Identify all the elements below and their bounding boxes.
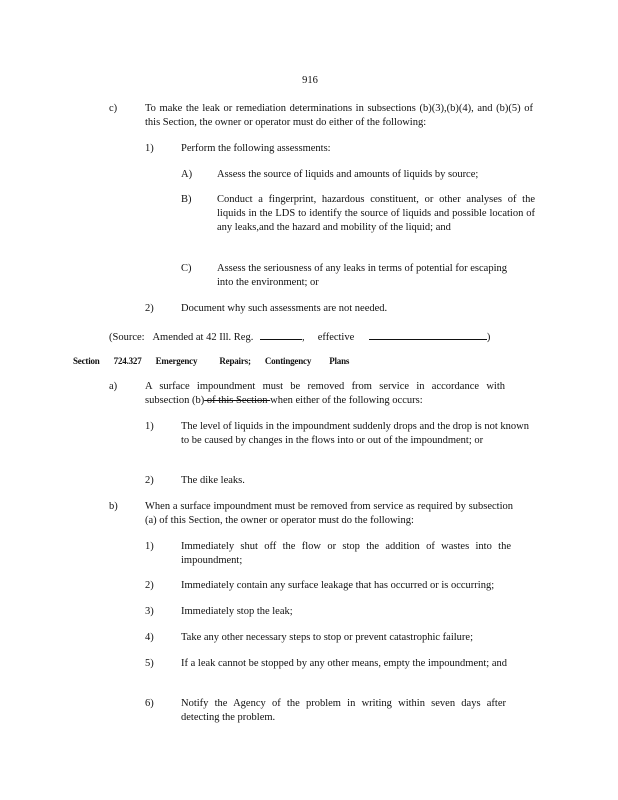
b5-text: If a leak cannot be stopped by any other means, empty the impoundment; and xyxy=(181,658,507,669)
a-text-after: when either of the following occurs: xyxy=(270,395,423,406)
b1-text: Immediately shut off the flow or stop the addition of wastes into the impoundment; xyxy=(181,541,511,566)
date-blank xyxy=(260,328,302,340)
a2-label: 2) xyxy=(145,475,154,486)
source-close: ) xyxy=(486,332,491,343)
subsection-b-label: b) xyxy=(109,501,118,512)
struck-text: of this Section xyxy=(204,395,271,406)
source-note xyxy=(109,328,490,345)
c1C-label: C) xyxy=(181,263,192,274)
section-title-word: Plans xyxy=(329,356,350,366)
c1-text: Perform the following assessments: xyxy=(181,143,331,154)
b6-text: Notify the Agency of the problem in writing within seven days after detecting the problem. xyxy=(181,698,506,723)
c1B-label: B) xyxy=(181,194,192,205)
b6-label: 6) xyxy=(145,698,154,709)
section-number: 724.327 xyxy=(113,356,142,366)
subsection-a-text xyxy=(145,380,505,408)
c1B-text: Conduct a fingerprint, hazardous constituent, or other analyses of the liquids in the LDS to identify the source of liquids and possible location of any leaks,and the hazard and mobility of the liquid; and xyxy=(217,194,535,233)
c1C-text: Assess the seriousness of any leaks in terms of potential for escaping into the environment; or xyxy=(217,263,507,288)
b4-text: Take any other necessary steps to stop or prevent catastrophic failure; xyxy=(181,632,473,643)
b2-label: 2) xyxy=(145,580,154,591)
b1-label: 1) xyxy=(145,541,154,552)
subsection-c-label: c) xyxy=(109,103,118,114)
a2-text: The dike leaks. xyxy=(181,475,245,486)
a1-label: 1) xyxy=(145,421,154,432)
source-prefix: (Source: xyxy=(109,332,145,343)
b3-text: Immediately stop the leak; xyxy=(181,606,293,617)
c2-text: Document why such assessments are not needed. xyxy=(181,303,388,314)
b4-label: 4) xyxy=(145,632,154,643)
c1-label: 1) xyxy=(145,143,154,154)
effective-date-blank xyxy=(369,328,487,340)
section-label: Section xyxy=(73,356,100,366)
section-title-word: Contingency xyxy=(264,356,312,366)
subsection-a-label: a) xyxy=(109,381,118,392)
section-heading xyxy=(73,354,349,368)
source-effective: effective xyxy=(317,332,355,343)
a1-text: The level of liquids in the impoundment suddenly drops and the drop is not known to be caused by changes in the flows into or out of the impoundment; or xyxy=(181,421,529,446)
c1A-text: Assess the source of liquids and amounts of liquids by source; xyxy=(217,169,479,180)
subsection-c-text: To make the leak or remediation determinations in subsections (b)(3),(b)(4), and (b)(5) of this Section, the owner or operator must do either of the following: xyxy=(145,103,533,128)
section-title-word: Repairs; xyxy=(219,356,251,366)
a-text-before: A surface impoundment must be removed from service in accordance with subsection (b) xyxy=(145,381,505,406)
c1A-label: A) xyxy=(181,169,193,180)
source-text: Amended at 42 Ill. Reg. xyxy=(152,332,254,343)
b3-label: 3) xyxy=(145,606,154,617)
subsection-b-text: When a surface impoundment must be removed from service as required by subsection (a) of this Section, the owner or operator must do the following: xyxy=(145,501,513,526)
page-number: 916 xyxy=(302,75,318,86)
b2-text: Immediately contain any surface leakage that has occurred or is occurring; xyxy=(181,580,495,591)
source-comma: , xyxy=(301,332,305,343)
c2-label: 2) xyxy=(145,303,154,314)
section-title-word: Emergency xyxy=(155,356,198,366)
b5-label: 5) xyxy=(145,658,154,669)
